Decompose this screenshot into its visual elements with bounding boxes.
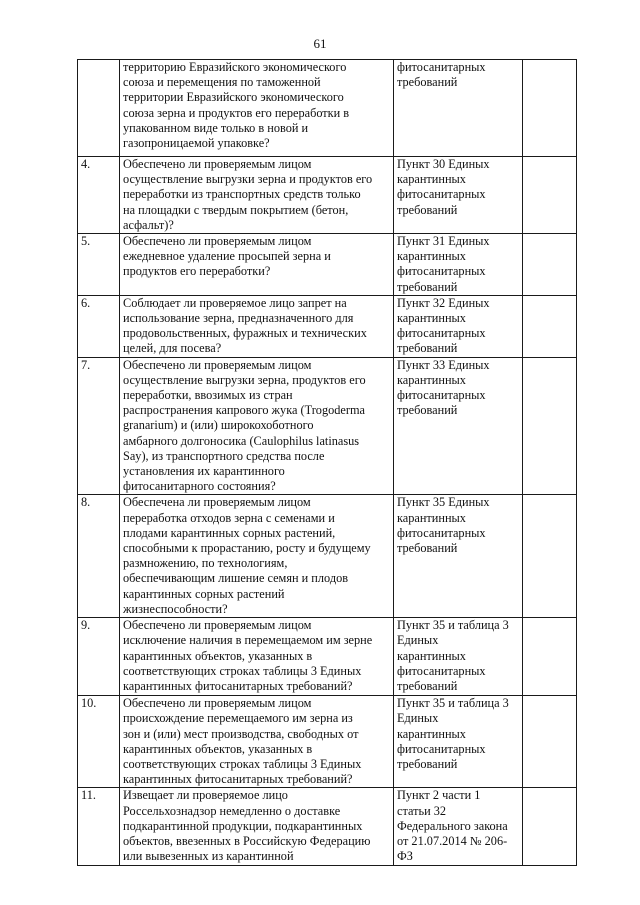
question-cell [120,60,394,157]
legal-reference-line: карантинных [397,726,466,741]
legal-reference-cell [394,295,523,357]
checklist-table-body [78,60,577,866]
answer-cell[interactable] [523,234,577,296]
question-text-line: способными к прорастанию, росту и будущему [123,541,371,556]
question-text-line: Обеспечено ли проверяемым лицом [123,696,312,711]
question-text-line: территорию Евразийского экономического [123,60,347,74]
row-number: 10. [78,696,120,788]
question-text-line: Обеспечено ли проверяемым лицом [123,234,312,249]
question-text-line: Say), из транспортного средства после [123,448,325,463]
legal-reference-cell [394,60,523,157]
legal-reference-cell [394,234,523,296]
question-text-line: распространения капрового жука (Trogoderma [123,403,365,418]
question-text-line: соответствующих строках таблицы 3 Единых [123,663,362,678]
question-text-line: жизнеспособности? [123,601,228,616]
question-text-line: осуществление выгрузки зерна, продуктов его [123,372,366,387]
question-cell [120,357,394,495]
answer-cell[interactable] [523,788,577,866]
table-row [78,234,577,296]
question-cell [120,495,394,618]
legal-reference-line: фитосанитарных [397,60,486,74]
question-text-line: происхождение перемещаемого им зерна из [123,711,353,726]
question-text-line: плодами карантинных сорных растений, [123,525,336,540]
table-row [78,618,577,696]
answer-cell[interactable] [523,357,577,495]
legal-reference-cell [394,495,523,618]
question-text-line: карантинных сорных растений [123,586,285,601]
row-number: 9. [78,618,120,696]
legal-reference-line: фитосанитарных [397,663,486,678]
legal-reference-line: Пункт 30 Единых [397,157,490,171]
question-text-line: асфальт)? [123,217,174,232]
table-row [78,696,577,788]
question-text-line: использование зерна, предназначенного для [123,311,354,326]
legal-reference-line: требований [397,756,458,771]
table-row [78,495,577,618]
legal-reference-line: требований [397,541,458,556]
question-cell [120,295,394,357]
legal-reference-line: требований [397,279,458,294]
answer-cell[interactable] [523,295,577,357]
answer-cell[interactable] [523,618,577,696]
legal-reference-line: фитосанитарных [397,388,486,403]
row-number: 6. [78,295,120,357]
legal-reference-line: карантинных [397,249,466,264]
legal-reference-line: Пункт 32 Единых [397,295,490,310]
question-text-line: установления их карантинного [123,464,285,479]
table-row [78,60,577,157]
legal-reference-cell [394,788,523,866]
legal-reference-line: фитосанитарных [397,264,486,279]
legal-reference-line: карантинных [397,648,466,663]
legal-reference-line: Пункт 31 Единых [397,234,490,249]
legal-reference-line: Федерального закона [397,818,508,833]
question-text-line: карантинных объектов, указанных в [123,648,313,663]
question-text-line: осуществление выгрузки зерна и продуктов его [123,172,373,187]
question-text-line: Обеспечено ли проверяемым лицом [123,357,312,372]
question-text-line: соответствующих строках таблицы 3 Единых [123,756,362,771]
question-text-line: карантинных объектов, указанных в [123,741,313,756]
question-text-line: амбарного долгоносика (Caulophilus latinasus [123,433,360,448]
row-number: 7. [78,357,120,495]
question-text-line: переработка отходов зерна с семенами и [123,510,335,525]
legal-reference-line: карантинных [397,311,466,326]
page-number: 61 [313,36,327,51]
question-text-line: подкарантинной продукции, подкарантинных [123,818,363,833]
legal-reference-line: ФЗ [397,849,413,864]
legal-reference-cell [394,157,523,234]
question-text-line: на площадки с твердым покрытием (бетон, [123,202,349,217]
question-text-line: переработки, ввозимых из стран [123,388,293,403]
question-text-line: газопроницаемой упаковке? [123,136,270,151]
legal-reference-line: карантинных [397,172,466,187]
table-row [78,788,577,866]
legal-reference-line: Пункт 35 и таблица 3 [397,618,509,633]
question-text-line: зон и (или) мест производства, свободных от [123,726,359,741]
answer-cell[interactable] [523,157,577,234]
question-text-line: или вывезенных из карантинной [123,849,294,864]
question-text-line: Соблюдает ли проверяемое лицо запрет на [123,295,347,310]
question-text-line: союза и перемещения по таможенной [123,75,321,90]
answer-cell[interactable] [523,696,577,788]
question-text-line: союза зерна и продуктов его переработки в [123,105,350,120]
question-text-line: granarium) и (или) широкохоботного [123,418,314,433]
question-cell [120,618,394,696]
table-row [78,357,577,495]
row-number: 11. [78,788,120,866]
legal-reference-cell [394,696,523,788]
table-row [78,157,577,234]
question-text-line: Извещает ли проверяемое лицо [123,788,288,803]
legal-reference-line: требований [397,75,458,90]
answer-cell[interactable] [523,495,577,618]
question-text-line: территории Евразийского экономического [123,90,344,105]
row-number: 5. [78,234,120,296]
question-text-line: обеспечивающим лишение семян и плодов [123,571,349,586]
question-text-line: объектов, ввезенных в Российскую Федерацию [123,833,371,848]
question-text-line: карантинных фитосанитарных требований? [123,678,353,693]
question-text-line: фитосанитарного состояния? [123,479,276,494]
question-cell [120,696,394,788]
question-text-line: продуктов его переработки? [123,264,271,279]
row-number: 4. [78,157,120,234]
legal-reference-line: карантинных [397,372,466,387]
question-cell [120,157,394,234]
legal-reference-line: Единых [397,711,439,726]
table-row [78,295,577,357]
legal-reference-cell [394,357,523,495]
question-text-line: ежедневное удаление просыпей зерна и [123,249,331,264]
question-text-line: Россельхознадзор немедленно о доставке [123,803,341,818]
legal-reference-line: карантинных [397,510,466,525]
legal-reference-line: фитосанитарных [397,525,486,540]
question-text-line: исключение наличия в перемещаемом им зерне [123,633,373,648]
question-text-line: размножению, по технологиям, [123,556,288,571]
checklist-table [77,59,577,866]
question-text-line: целей, для посева? [123,341,222,356]
legal-reference-line: требований [397,678,458,693]
row-number [78,60,120,157]
legal-reference-line: от 21.07.2014 № 206- [397,833,508,848]
question-text-line: Обеспечена ли проверяемым лицом [123,495,311,510]
legal-reference-line: фитосанитарных [397,741,486,756]
question-cell [120,234,394,296]
answer-cell[interactable] [523,60,577,157]
row-number: 8. [78,495,120,618]
legal-reference-cell [394,618,523,696]
legal-reference-line: Единых [397,633,439,648]
legal-reference-line: Пункт 35 и таблица 3 [397,696,509,711]
question-text-line: упакованном виде только в новой и [123,120,309,135]
legal-reference-line: Пункт 35 Единых [397,495,490,510]
legal-reference-line: требований [397,202,458,217]
legal-reference-line: Пункт 2 части 1 [397,788,481,803]
question-cell [120,788,394,866]
legal-reference-line: фитосанитарных [397,326,486,341]
question-text-line: продовольственных, фуражных и технических [123,326,367,341]
legal-reference-line: требований [397,341,458,356]
legal-reference-line: статьи 32 [397,803,447,818]
legal-reference-line: Пункт 33 Единых [397,357,490,372]
legal-reference-line: требований [397,403,458,418]
question-text-line: Обеспечено ли проверяемым лицом [123,618,312,633]
question-text-line: Обеспечено ли проверяемым лицом [123,157,312,171]
question-text-line: карантинных фитосанитарных требований? [123,772,353,787]
question-text-line: переработки из транспортных средств только [123,187,361,202]
legal-reference-line: фитосанитарных [397,187,486,202]
